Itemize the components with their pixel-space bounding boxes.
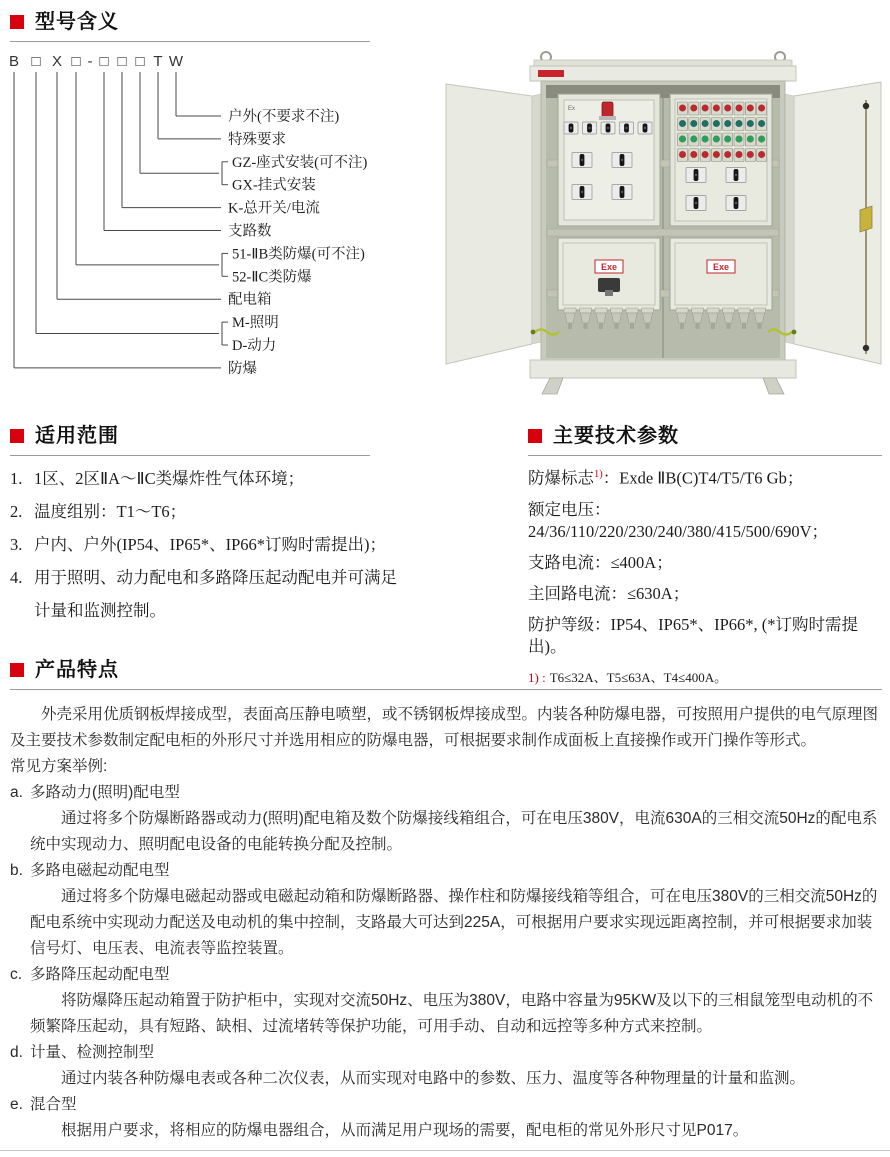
footnote-marker: 1) — [594, 469, 603, 480]
param-row: 支路电流：≤400A； — [528, 552, 673, 572]
scope-list — [10, 462, 410, 627]
model-code-char: X — [51, 53, 63, 70]
feature-item: b. 多路电磁起动配电型 通过将多个防爆电磁起动器或电磁起动箱和防爆断路器、操作柱和防爆接线箱等组合，可在电压380V的三相交流50Hz的配电系统中实现动力配送及电动机的集中控制，支路最大可达到225A，可根据用户要求实现远距离控制，并可根据要求加装信号灯、电压表、电流表等监控装置。 — [30, 858, 882, 962]
params-footnote: 1) : T6≤32A、T5≤63A、T4≤400A。 — [528, 669, 728, 685]
ex-mark: Ex — [568, 106, 576, 112]
list-item: 2. 温度组别：T1～T6； — [10, 502, 187, 521]
section-bullet-icon — [10, 15, 24, 29]
model-code-char: B — [8, 53, 20, 70]
feature-item: d. 计量、检测控制型 通过内装各种防爆电表或各种二次仪表，从而实现对电路中的参数、压力、温度等各种物理量的计量和监测。 — [30, 1040, 882, 1092]
junction-box — [670, 238, 772, 310]
features-intro: 外壳采用优质钢板焊接成型，表面高压静电喷塑，或不锈钢板焊接成型。内装各种防爆电器，可按照用户提供的电气原理图及主要技术参数制定配电柜的外形尺寸并选用相应的防爆电器，可根据要求制作成面板上直接操作或开门操作等形式。 — [10, 706, 879, 749]
section-title-scope: 适用范围 — [35, 425, 119, 447]
model-code-char: □ — [31, 53, 41, 70]
cabinet-foot — [542, 378, 563, 394]
model-code-diagram — [2, 48, 434, 388]
section-bullet-icon — [10, 429, 24, 443]
box-handle — [598, 278, 620, 292]
section-title-features: 产品特点 — [35, 659, 119, 681]
model-code-label: 防爆 — [228, 360, 257, 377]
feature-body: 通过内装各种防爆电表或各种二次仪表，从而实现对电路中的参数、压力、温度等各种物理量的计量和监测。 — [61, 1070, 806, 1087]
model-code-label: 户外(不要求不注) — [228, 109, 340, 125]
breaker-panel — [558, 94, 660, 226]
model-code-label: GX-挂式安装 — [232, 177, 316, 194]
model-code-label: 52-ⅡC类防爆 — [232, 269, 312, 286]
model-code-char: □ — [71, 53, 81, 70]
features-content — [10, 702, 882, 1144]
model-code-label: K-总开关/电流 — [228, 200, 320, 217]
model-code-char: □ — [99, 53, 109, 70]
params-list — [528, 464, 890, 686]
param-row: 防护等级：IP54、IP65*、IP66*, (*订购时需提出)。 — [528, 614, 859, 656]
feature-heading: 多路降压起动配电型 — [30, 966, 170, 983]
door-latch — [860, 206, 872, 232]
exe-label: Exe — [712, 262, 730, 272]
section-bullet-icon — [10, 663, 24, 677]
pushbutton-panel — [670, 94, 772, 226]
model-code-char: □ — [135, 53, 145, 70]
brand-label — [538, 70, 564, 77]
feature-heading: 多路电磁起动配电型 — [30, 862, 170, 879]
feature-heading: 计量、检测控制型 — [30, 1044, 155, 1061]
model-code-label: 支路数 — [228, 223, 272, 240]
junction-box — [558, 238, 660, 310]
section-title-params: 主要技术参数 — [553, 425, 679, 447]
list-item: 4. 用于照明、动力配电和多路降压起动配电并可满足计量和监测控制。 — [10, 568, 397, 620]
feature-item: a. 多路动力(照明)配电型 通过将多个防爆断路器或动力(照明)配电箱及数个防爆接线箱组合，可在电压380V，电流630A的三相交流50Hz的配电系统中实现动力、照明配电设备的电能转换分配及控制。 — [30, 780, 882, 858]
model-code-label: 51-ⅡB类防爆(可不注) — [232, 246, 365, 263]
feature-body: 根据用户要求，将相应的防爆电器组合，从而满足用户现场的需要，配电柜的常见外形尺寸见P017。 — [61, 1122, 749, 1139]
params-header — [528, 426, 882, 456]
param-row: 防爆标志$^{1)}$：Exde ⅡB(C)T4/T5/T6 Gb； — [528, 468, 804, 488]
features-header — [10, 660, 882, 690]
feature-item: e. 混合型 根据用户要求，将相应的防爆电器组合，从而满足用户现场的需要，配电柜的常见外形尺寸见P017。 — [30, 1092, 882, 1144]
exe-label: Exe — [600, 262, 618, 272]
cabinet-foot — [763, 378, 784, 394]
feature-body: 通过将多个防爆断路器或动力(照明)配电箱及数个防爆接线箱组合，可在电压380V，电流630A的三相交流50Hz的配电系统中实现动力、照明配电设备的电能转换分配及控制。 — [30, 810, 878, 853]
section-bullet-icon — [528, 429, 542, 443]
page-bottom-rule — [0, 1150, 890, 1151]
features-examples-label: 常见方案举例: — [10, 758, 108, 775]
indicator-lamp — [602, 102, 613, 117]
model-code-label: D-动力 — [232, 338, 277, 354]
product-photo — [438, 42, 890, 410]
param-row: 主回路电流：≤630A； — [528, 583, 690, 603]
cabinet-left-door — [446, 84, 532, 364]
model-meaning-header — [10, 12, 370, 42]
feature-item: c. 多路降压起动配电型 将防爆降压起动箱置于防护柜中，实现对交流50Hz、电压为380V，电路中容量为95KW及以下的三相鼠笼型电动机的不频繁降压起动，具有短路、缺相、过流堵转等保护功能，可用手动、自动和远控等多种方式来控制。 — [30, 962, 882, 1040]
feature-body: 将防爆降压起动箱置于防护柜中，实现对交流50Hz、电压为380V，电路中容量为95KW及以下的三相鼠笼型电动机的不频繁降压起动，具有短路、缺相、过流堵转等保护功能，可用手动、自动和远控等多种方式来控制。 — [30, 992, 874, 1035]
section-title-model: 型号含义 — [35, 11, 119, 33]
param-row: 额定电压：24/36/110/220/230/240/380/415/500/690V； — [528, 499, 829, 541]
feature-heading: 多路动力(照明)配电型 — [30, 784, 180, 801]
model-code-label: 特殊要求 — [228, 131, 286, 148]
scope-header — [10, 426, 370, 456]
model-code-label: 配电箱 — [228, 292, 272, 309]
feature-heading: 混合型 — [30, 1096, 77, 1113]
model-code-char: T — [153, 53, 163, 70]
model-code-label: GZ-座式安装(可不注) — [232, 154, 368, 171]
feature-body: 通过将多个防爆电磁起动器或电磁起动箱和防爆断路器、操作柱和防爆接线箱等组合，可在电压380V的三相交流50Hz的配电系统中实现动力配送及电动机的集中控制，支路最大可达到225A，可根据用户要求实现远距离控制，并可根据要求加装信号灯、电压表、电流表等监控装置。 — [30, 888, 878, 957]
model-code-char: □ — [117, 53, 127, 70]
model-code-char: - — [87, 53, 93, 70]
model-code-label: M-照明 — [232, 315, 279, 332]
list-item: 3. 户内、户外(IP54、IP65*、IP66*订购时需提出)； — [10, 535, 387, 554]
list-item: 1. 1区、2区ⅡA～ⅡC类爆炸性气体环境； — [10, 469, 305, 488]
model-code-char: W — [168, 53, 184, 70]
